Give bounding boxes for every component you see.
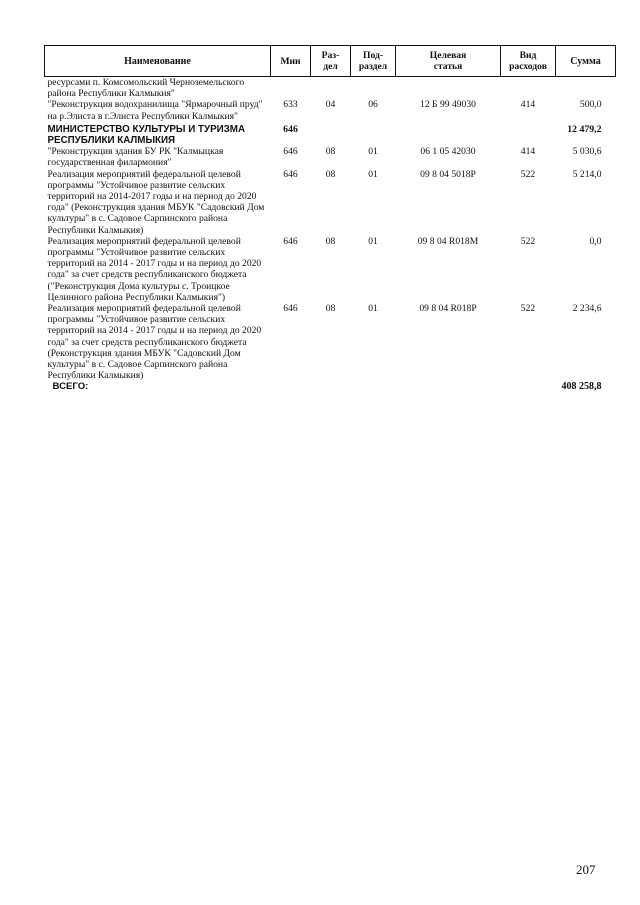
- row-name: Реализация мероприятий федеральной целевой программы "Устойчивое развитие сельских территорий на 2014-2017 годы и на период до 2020 года" (Реконструкция здания МБУК "Садовский Дом культуры" в с. Садовое Сарпинского района Республики Калмыкия): [47, 168, 265, 236]
- table-row: [45, 303, 616, 381]
- header-razdel: Раз- дел: [311, 46, 351, 77]
- row-razdel: [311, 381, 351, 392]
- table-body: [45, 77, 616, 393]
- row-sum: 2 234,6: [572, 303, 602, 315]
- row-target: 12 Б 99 49030: [420, 99, 476, 111]
- row-razdel: [311, 77, 351, 100]
- row-name: "Реконструкция водохранилища "Ярмарочный пруд" на р.Элиста в г.Элиста Республики Калмыкия": [47, 99, 263, 122]
- row-podrazdel: 01: [368, 235, 378, 247]
- row-min: 646: [283, 123, 298, 135]
- row-sum: 0,0: [589, 235, 602, 247]
- table-row: [45, 77, 616, 100]
- row-expense-type: [501, 122, 556, 146]
- row-podrazdel: [351, 122, 396, 146]
- row-min: 646: [283, 303, 298, 315]
- table-row: [45, 169, 616, 236]
- header-sum: Сумма: [556, 46, 616, 77]
- row-min: [271, 381, 311, 392]
- row-expense-type: 414: [520, 146, 536, 158]
- row-expense-type: 414: [520, 99, 536, 111]
- table-row: [45, 146, 616, 168]
- row-sum: 12 479,2: [567, 123, 602, 135]
- header-expense-type: Вид расходов: [501, 46, 556, 77]
- row-expense-type: [501, 381, 556, 392]
- row-expense-type: 522: [520, 168, 536, 180]
- row-razdel: 08: [325, 168, 336, 180]
- table-header: [45, 46, 616, 77]
- ministry-row: [45, 122, 616, 146]
- row-razdel: 08: [325, 146, 336, 158]
- row-name: "Реконструкция здания БУ РК "Калмыцкая государственная филармония": [47, 146, 224, 169]
- row-min: 646: [283, 146, 298, 158]
- row-min: 646: [283, 235, 298, 247]
- header-name: Наименование: [45, 46, 271, 77]
- row-razdel: 04: [325, 99, 336, 111]
- row-razdel: 08: [325, 235, 336, 247]
- row-target: [396, 122, 501, 146]
- row-sum: [556, 77, 616, 100]
- row-podrazdel: [351, 77, 396, 100]
- row-min: 633: [283, 99, 298, 111]
- row-target: [396, 77, 501, 100]
- row-name: Реализация мероприятий федеральной целевой программы "Устойчивое развитие сельских территорий на 2014 - 2017 годы и на период до 2020 года" за счет средств республиканского бюджета (Реконструкция здания МБУК "Садовский Дом культуры" в с. Садовое Сарпинского района Республики Калмыкия): [47, 303, 262, 382]
- row-expense-type: 522: [520, 303, 536, 315]
- header-target: Целевая статья: [396, 46, 501, 77]
- row-sum: 500,0: [579, 99, 602, 111]
- row-podrazdel: 06: [368, 99, 378, 111]
- row-name: ресурсами п. Комсомольский Черноземельского района Республики Калмыкия": [47, 77, 245, 100]
- row-target: 09 8 04 5018Р: [420, 168, 476, 180]
- row-name: Реализация мероприятий федеральной целевой программы "Устойчивое развитие сельских территорий на 2014 - 2017 годы и на период до 2020 года" за счет средств республиканского бюджета ("Реконструкция Дома культуры с. Троицкое Целинного района Республики Калмыкия"): [47, 235, 262, 303]
- row-name: МИНИСТЕРСТВО КУЛЬТУРЫ И ТУРИЗМА РЕСПУБЛИКИ КАЛМЫКИЯ: [47, 123, 246, 147]
- row-podrazdel: 01: [368, 303, 378, 315]
- row-podrazdel: 01: [368, 146, 378, 158]
- row-sum: 5 030,6: [572, 146, 602, 158]
- row-min: 646: [283, 168, 298, 180]
- row-name: ВСЕГО:: [52, 381, 89, 393]
- row-sum: 5 214,0: [572, 168, 602, 180]
- page-number: 207: [576, 862, 596, 877]
- header-podrazdel: Под- раздел: [351, 46, 396, 77]
- header-min: Мин: [271, 46, 311, 77]
- row-razdel: 08: [325, 303, 336, 315]
- row-sum: 408 258,8: [561, 381, 602, 393]
- row-target: 09 8 04 R018Р: [419, 303, 477, 315]
- table-row: [45, 236, 616, 303]
- budget-table: [44, 45, 616, 393]
- table-row: [45, 99, 616, 121]
- row-razdel: [311, 122, 351, 146]
- row-min: [271, 77, 311, 100]
- total-row: [45, 381, 616, 392]
- row-expense-type: [501, 77, 556, 100]
- row-podrazdel: 01: [368, 168, 378, 180]
- row-target: 09 8 04 R018М: [417, 235, 479, 247]
- row-target: [396, 381, 501, 392]
- row-expense-type: 522: [520, 235, 536, 247]
- row-target: 06 1 05 42030: [420, 146, 476, 158]
- row-podrazdel: [351, 381, 396, 392]
